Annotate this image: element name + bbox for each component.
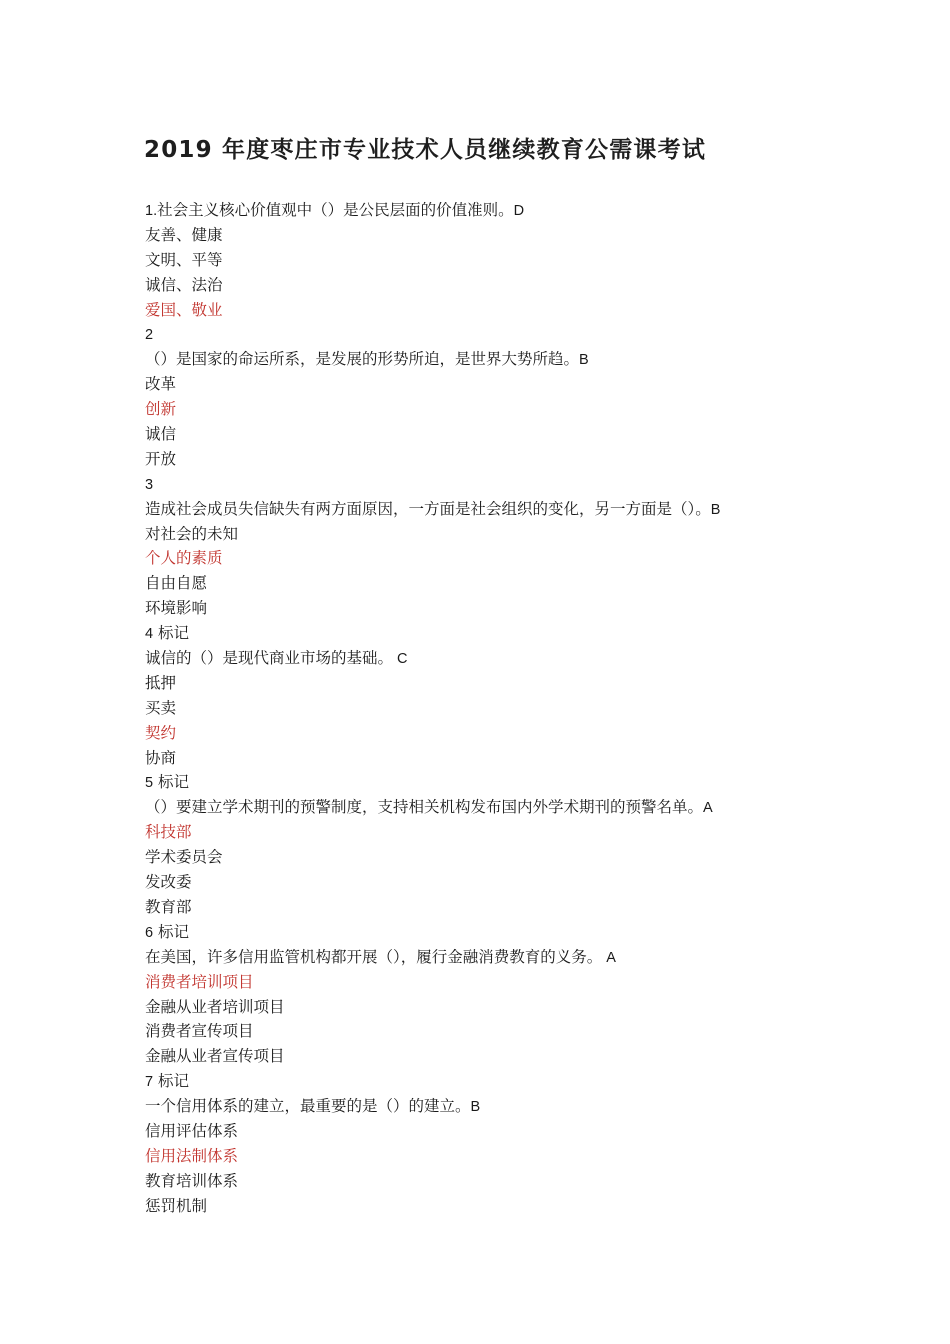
question-number: 7: [145, 1074, 154, 1091]
question-header: [145, 472, 845, 497]
question-answer-key: B: [579, 352, 589, 369]
question-stem-line: [145, 497, 845, 522]
question-mark-label: 标记: [158, 922, 190, 941]
document-title: 2019 年度枣庄市专业技术人员继续教育公需课考试: [144, 137, 707, 163]
question-number: 2: [145, 327, 154, 344]
option: 改革: [145, 375, 177, 394]
question-answer-key: D: [513, 203, 525, 219]
option: 自由自愿: [145, 574, 208, 593]
option: 消费者宣传项目: [145, 1022, 254, 1041]
question-stem: 造成社会成员失信缺失有两方面原因，一方面是社会组织的变化，另一方面是（）。: [145, 499, 711, 518]
question-answer-key: C: [393, 651, 408, 668]
question-3: [145, 472, 845, 621]
option: 开放: [145, 449, 177, 468]
option: 对社会的未知: [145, 524, 239, 543]
option: 诚信、法治: [145, 275, 223, 294]
question-header: [145, 920, 845, 945]
question-4: [145, 621, 845, 770]
question-list: [145, 198, 845, 1219]
question-mark-label: 标记: [158, 624, 190, 643]
option: 环境影响: [145, 599, 208, 618]
question-stem: 在美国，许多信用监管机构都开展（），履行金融消费教育的义务。: [145, 947, 603, 966]
question-number: 6: [145, 924, 154, 941]
question-header: [145, 198, 845, 223]
option: 金融从业者宣传项目: [145, 1047, 285, 1066]
option: 金融从业者培训项目: [145, 997, 285, 1016]
option: 信用评估体系: [145, 1121, 239, 1140]
option-correct: 信用法制体系: [145, 1146, 239, 1165]
option-correct: 契约: [145, 723, 177, 742]
question-answer-key: B: [470, 1099, 481, 1116]
option: 友善、健康: [145, 225, 223, 244]
question-stem: 诚信的（）是现代商业市场的基础。: [145, 649, 394, 668]
question-number: 4: [145, 626, 154, 643]
option-correct: 爱国、敬业: [145, 300, 223, 319]
question-answer-key: A: [703, 800, 713, 817]
option-correct: 个人的素质: [145, 549, 223, 568]
option: 协商: [145, 748, 177, 767]
question-answer-key: A: [602, 949, 616, 966]
question-header: [145, 1069, 845, 1094]
option-correct: 科技部: [145, 823, 192, 842]
question-stem-line: [145, 795, 845, 820]
question-stem-line: [145, 945, 845, 970]
question-1: [145, 198, 845, 322]
question-stem: （）是国家的命运所系，是发展的形势所迫，是世界大势所趋。: [145, 350, 580, 369]
question-header: [145, 621, 845, 646]
question-number: 5: [145, 775, 154, 792]
question-7: [145, 1069, 845, 1218]
question-stem: 一个信用体系的建立，最重要的是（）的建立。: [145, 1097, 471, 1116]
question-stem-line: [145, 1094, 845, 1119]
question-mark-label: 标记: [158, 1072, 190, 1091]
option: 诚信: [145, 425, 177, 444]
question-answer-key: B: [710, 501, 721, 518]
option: 文明、平等: [145, 250, 223, 269]
question-6: [145, 920, 845, 1069]
option: 抵押: [145, 673, 177, 692]
question-mark-label: 标记: [158, 773, 190, 792]
question-stem: （）要建立学术期刊的预警制度，支持相关机构发布国内外学术期刊的预警名单。: [145, 798, 704, 817]
option: 惩罚机制: [145, 1196, 208, 1215]
question-stem: 社会主义核心价值观中（）是公民层面的价值准则。: [157, 201, 514, 219]
option: 买卖: [145, 698, 177, 717]
question-2: [145, 322, 845, 471]
question-number: 1.: [145, 203, 158, 219]
question-header: [145, 322, 845, 347]
option: 教育部: [145, 897, 192, 916]
question-stem-line: [145, 646, 845, 671]
option: 发改委: [145, 873, 192, 892]
question-stem-line: [145, 347, 845, 372]
option-correct: 创新: [145, 400, 177, 419]
option-correct: 消费者培训项目: [145, 972, 254, 991]
option: 学术委员会: [145, 848, 223, 867]
question-number: 3: [145, 476, 154, 493]
option: 教育培训体系: [145, 1171, 239, 1190]
question-header: [145, 770, 845, 795]
question-5: [145, 770, 845, 919]
